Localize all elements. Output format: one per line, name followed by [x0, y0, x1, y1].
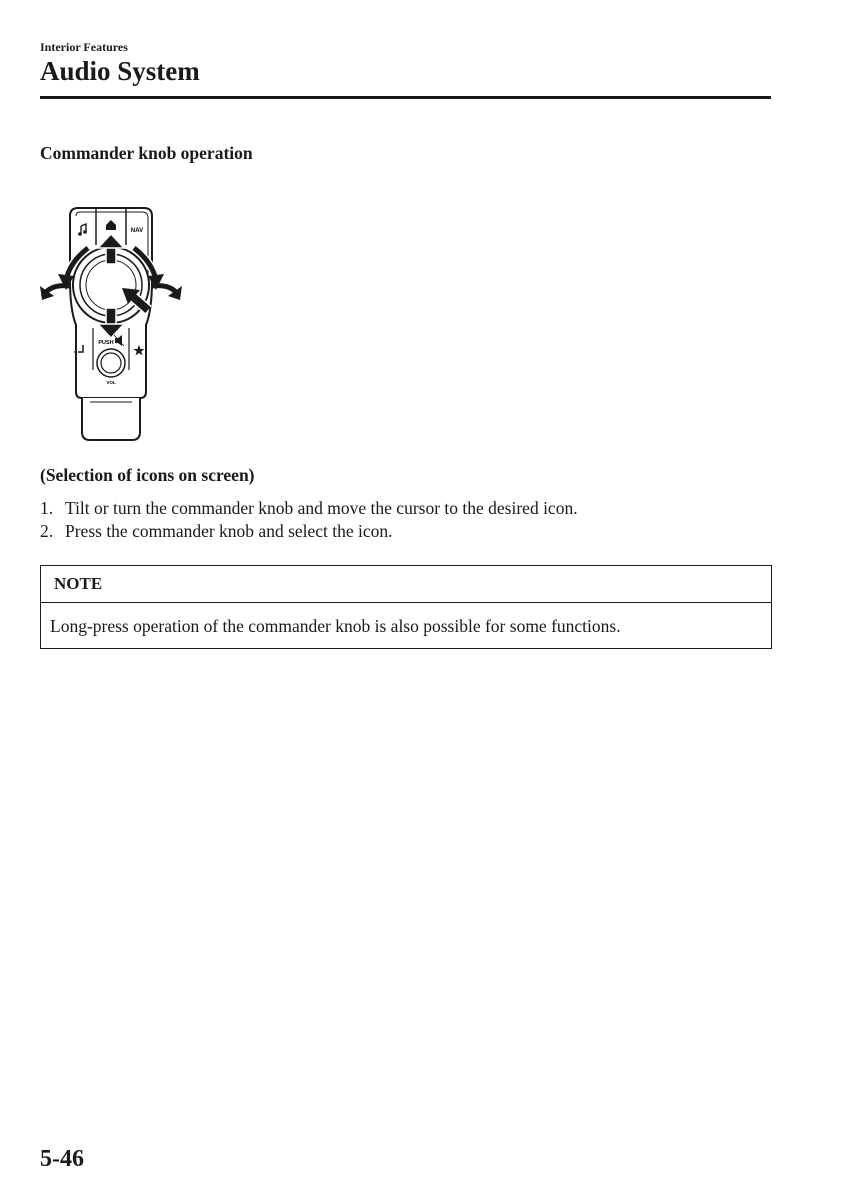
note-body: Long-press operation of the commander knob is also possible for some functions.: [50, 616, 621, 636]
step-number: 2.: [40, 521, 54, 541]
nav-label: NAV: [130, 228, 144, 234]
step-text: Press the commander knob and select the icon.: [65, 521, 393, 541]
list-item: [40, 520, 780, 543]
tilt-left-arrow-icon: [40, 286, 70, 300]
note-box: [40, 565, 772, 649]
commander-knob-figure: [36, 200, 192, 450]
section-label: Interior Features: [40, 40, 128, 54]
page-number: 5-46: [40, 1146, 84, 1172]
page-title: Audio System: [40, 56, 200, 86]
list-item: [40, 497, 780, 520]
vol-label: VOL: [106, 380, 116, 385]
title-rule: [40, 96, 771, 99]
push-label: PUSH: [98, 340, 114, 346]
figure-caption: (Selection of icons on screen): [40, 465, 255, 485]
step-text: Tilt or turn the commander knob and move the cursor to the desired icon.: [65, 498, 578, 518]
steps-list: [40, 497, 780, 543]
lower-tray: [82, 398, 140, 440]
subheading: Commander knob operation: [40, 143, 253, 163]
step-number: 1.: [40, 498, 54, 518]
volume-knob-inner: [101, 353, 121, 373]
tilt-right-arrow-icon: [152, 286, 182, 300]
note-heading: NOTE: [41, 566, 771, 603]
